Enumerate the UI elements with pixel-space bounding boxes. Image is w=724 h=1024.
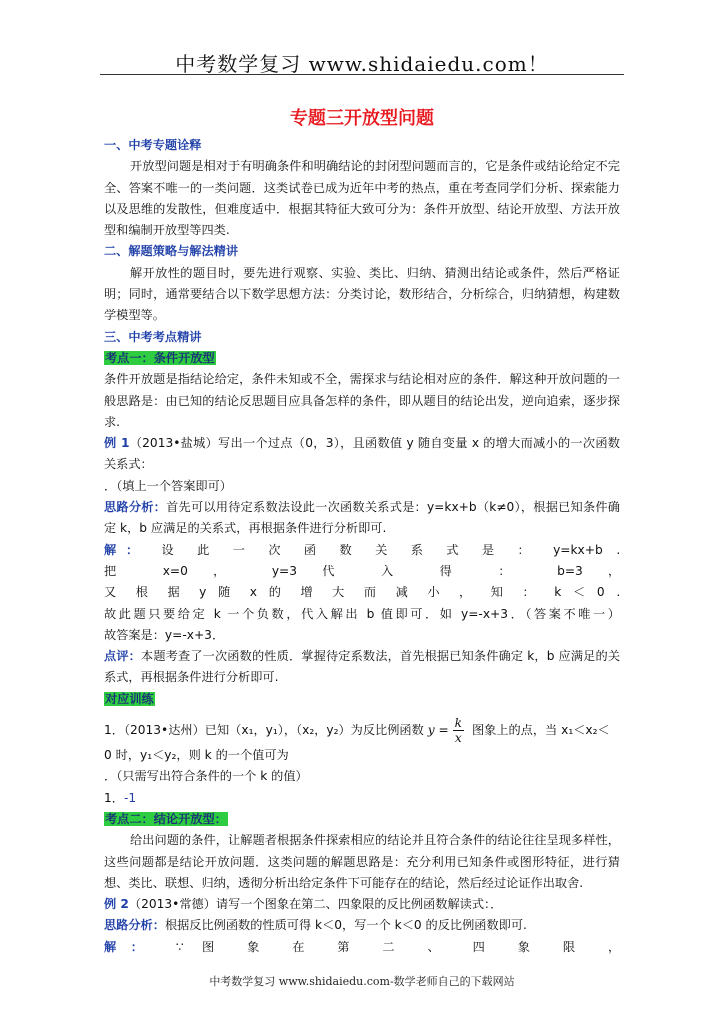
analysis-2-label: 思路分析： — [104, 918, 165, 933]
sol-token: 四 — [472, 939, 500, 954]
sol-token: ， — [608, 563, 621, 578]
solution-line-1 — [104, 540, 620, 561]
training-answer — [104, 788, 620, 809]
sol-token: . — [616, 542, 621, 557]
sol-token: 数 — [339, 542, 362, 557]
sol-token: 0 — [596, 585, 605, 600]
sol-token: 知 — [490, 585, 511, 600]
example-1-blank: ．（填上一个答案即可） — [104, 478, 232, 493]
section-3-heading: 三、中考考点精讲 — [104, 329, 202, 344]
sol-token: 限 — [562, 939, 590, 954]
example-1-comment — [104, 646, 620, 689]
sol-token: 把 — [104, 563, 138, 578]
sol-token: 小 — [427, 585, 448, 600]
sol-token: ＜ — [572, 585, 586, 600]
key-point-1 — [104, 348, 620, 369]
example-2-analysis — [104, 915, 620, 936]
solution-line-4: 故此题只要给定 k 一个负数，代入解出 b 值即可．如 y=-x+3．（答案不唯一） — [104, 606, 620, 621]
sol-token: x — [249, 585, 258, 600]
key-point-1-body: 条件开放题是指结论给定，条件未知或不全，需探求与结论相对应的条件．解这种开放问题的一般思路是：由已知的结论反思题目应具备怎样的条件，即从题目的结论出发，逆向追索，逐步探求. — [104, 372, 620, 429]
fraction-denominator: x — [454, 731, 462, 746]
analysis-label: 思路分析： — [104, 500, 167, 515]
comment-text: 本题考查了一次函数的性质．掌握待定系数法，首先根据已知条件确定 k，b 应满足的关系式，再根据条件进行分析即可. — [104, 649, 621, 685]
training-q1-line3: ．（只需写出符合条件的一个 k 的值） — [104, 769, 308, 784]
sol-token: 减 — [395, 585, 416, 600]
fraction-numerator: k — [454, 716, 463, 731]
example-1-analysis — [104, 497, 620, 540]
sol-token: 系 — [410, 542, 433, 557]
sol-token: b=3 — [557, 563, 583, 578]
sol-token: y — [199, 585, 207, 600]
comment-label: 点评： — [104, 649, 141, 664]
sol-token: 、 — [427, 939, 455, 954]
example-2-text: （2013•常德）请写一个图象在第二、四象限的反比例函数解读式：． — [128, 897, 503, 912]
key-point-2 — [104, 809, 620, 830]
solution-line-3 — [104, 582, 620, 603]
sol-token: 又 — [104, 585, 125, 600]
sol-token: 第 — [337, 939, 365, 954]
sol-token: ∵ — [175, 939, 184, 954]
key-point-1-label: 考点一：条件开放型 — [105, 350, 215, 365]
sol-token: 此 — [197, 542, 220, 557]
section-1-body: 开放型问题是相对于有明确条件和明确结论的封闭型问题而言的，它是条件或结论给定不完全、答案不唯一的一类问题．这类试卷已成为近年中考的热点，重在考查同学们分析、探索能力以及思维的发散性，但难度适中．根据其特征大致可分为：条件开放型、结论开放型、方法开放型和编制开放型等四类. — [104, 159, 620, 238]
sol-token: 入 — [380, 563, 415, 578]
page-footer: 中考数学复习 www.shidaiedu.com-数学老师自己的下载网站 — [209, 975, 515, 988]
fraction-k-over-x — [453, 716, 464, 745]
training-q1-line1 — [104, 716, 620, 745]
training-heading — [104, 689, 620, 710]
key-point-2-body: 给出问题的条件，让解题者根据条件探索相应的结论并且符合条件的结论往往呈现多样性，这些问题都是结论开放问题．这类问题的解题思路是：充分利用已知条件或图形特征，进行猜想、类比、联想、归纳，透彻分析出给定条件下可能存在的结论，然后经过论证作出取舍. — [104, 833, 620, 890]
key-point-2-label: 考点二：结论开放型： — [105, 811, 227, 826]
section-2-heading: 二、解题策略与解法精讲 — [104, 244, 239, 259]
training-q1-line2: 0 时，y₁＜y₂，则 k 的一个值可为 — [104, 748, 289, 763]
page-header: 中考数学复习 www.shidaiedu.com！ — [175, 52, 549, 76]
sol-token: x=0 — [162, 563, 188, 578]
sol-token: 在 — [292, 939, 319, 954]
sol-token: 根 — [135, 585, 156, 600]
sol-token: ： — [522, 585, 543, 600]
solution-label: 解： — [104, 542, 148, 557]
sol-token: 图 — [201, 939, 229, 954]
sol-token: 二 — [382, 939, 410, 954]
training-q1-pre: 1．（2013•达州）已知（x₁，y₁），（x₂，y₂）为反比例函数 — [104, 723, 424, 738]
answer-number: 1． — [104, 790, 124, 805]
solution-2-line-1 — [104, 937, 620, 958]
sol-token: y=kx+b — [553, 542, 603, 557]
sol-token: 关 — [375, 542, 398, 557]
sol-token: 随 — [218, 585, 239, 600]
example-1-label: 例 1 — [104, 436, 130, 451]
sol-token: 次 — [268, 542, 291, 557]
sol-token: ， — [213, 563, 247, 578]
training-q1-post: 图象上的点，当 x₁＜x₂＜ — [471, 723, 610, 738]
sol-token: 设 — [161, 542, 184, 557]
sol-token: 的 — [268, 585, 289, 600]
sol-token: 得 — [439, 563, 474, 578]
example-2-label: 例 2 — [104, 897, 129, 912]
example-1-text: （2013•盐城）写出一个过点（0，3），且函数值 y 随自变量 x 的增大而减小的一次函数关系式： — [104, 436, 620, 472]
solution-line-2 — [104, 561, 620, 582]
page-title: 专题三开放型问题 — [290, 108, 434, 129]
sol-token: y=3 — [271, 563, 298, 578]
function-lhs: y = — [427, 723, 449, 738]
example-2-question — [104, 894, 620, 915]
solution-2-label: 解： — [104, 939, 158, 954]
analysis-2-text: 根据反比例函数的性质可得 k＜0，写一个 k＜0 的反比例函数即可. — [164, 918, 527, 933]
solution-line-5: 故答案是：y=-x+3． — [104, 627, 225, 642]
document-body — [104, 135, 620, 958]
sol-token: 代 — [322, 563, 356, 578]
training-label: 对应训练 — [105, 691, 154, 706]
section-1-heading: 一、中考专题诠释 — [104, 138, 202, 152]
sol-token: 函 — [303, 542, 326, 557]
example-1-question — [104, 433, 620, 476]
header-divider — [100, 74, 624, 75]
section-2-body: 解开放性的题目时，要先进行观察、实验、类比、归纳、猜测出结论或条件，然后严格证明；同时，通常要结合以下数学思想方法：分类讨论，数形结合，分析综合，归纳猜想，构建数学模型等。 — [104, 265, 620, 323]
sol-token: ： — [498, 563, 532, 578]
analysis-text: 首先可以用待定系数法设此一次函数关系式是：y=kx+b（k≠0），根据已知条件确定 k，b 应满足的关系式，再根据条件进行分析即可. — [104, 500, 620, 536]
sol-token: ， — [459, 585, 480, 600]
sol-token: ， — [607, 939, 621, 954]
sol-token: 而 — [363, 585, 384, 600]
sol-token: . — [616, 585, 621, 600]
sol-token: k — [554, 585, 562, 600]
answer-value: -1 — [123, 790, 137, 805]
sol-token: 据 — [167, 585, 188, 600]
sol-token: 增 — [300, 585, 321, 600]
sol-token: 象 — [517, 939, 545, 954]
sol-token: 是 — [481, 542, 504, 557]
sol-token: 象 — [247, 939, 274, 954]
sol-token: 大 — [332, 585, 353, 600]
sol-token: 式 — [446, 542, 469, 557]
sol-token: ： — [517, 542, 540, 557]
sol-token: 一 — [232, 542, 255, 557]
